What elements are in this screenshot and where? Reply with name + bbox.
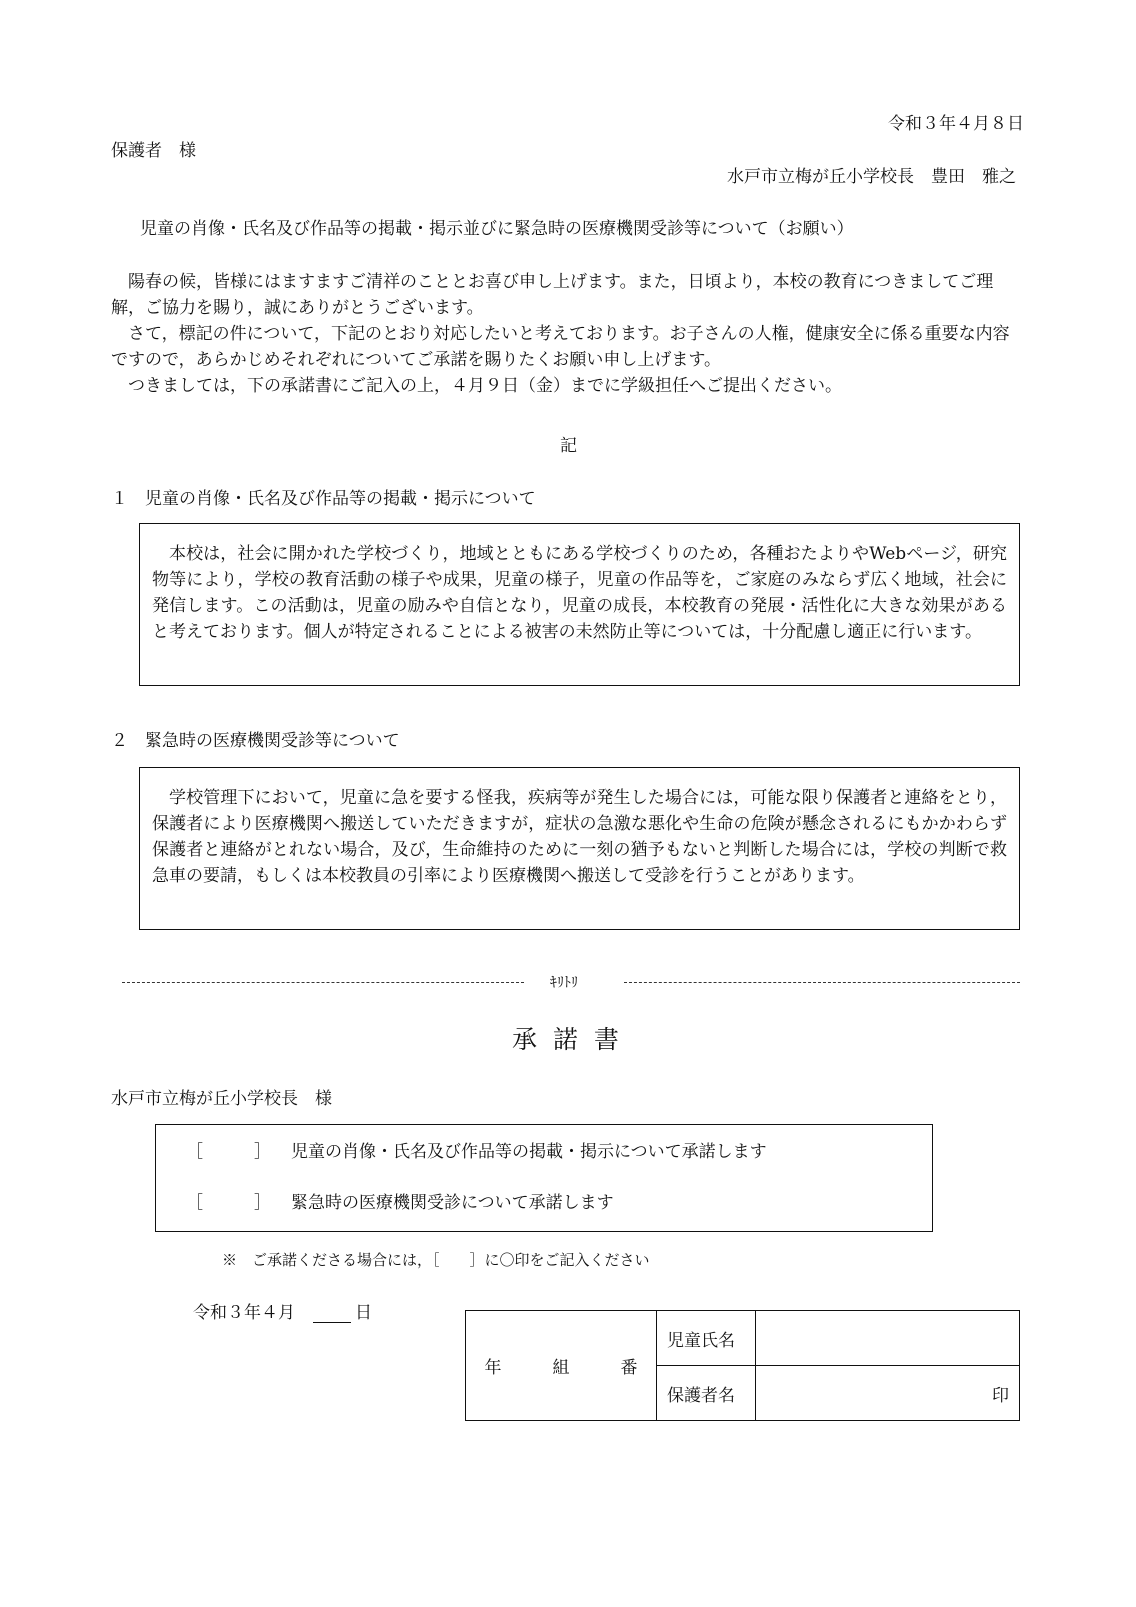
signature-table <box>465 1310 1020 1421</box>
document-date: 令和３年４月８日 <box>888 114 1024 134</box>
child-name-field[interactable] <box>756 1311 1020 1366</box>
greeting-paragraph-3: つきましては，下の承諾書にご記入の上，４月９日（金）までに学級担任へご提出ください。 <box>128 376 842 396</box>
section1-heading: １ 児童の肖像・氏名及び作品等の掲載・掲示について <box>111 489 536 509</box>
section1-body: 本校は，社会に開かれた学校づくり，地域とともにある学校づくりのため，各種おたよりやWebページ，研究物等により，学校の教育活動の様子や成果，児童の様子，児童の作品等を，ご家庭のみならず広く地域，社会に発信します。この活動は，児童の励みや自信となり，児童の成長，本校教育の発展・活性化に大きな効果があると考えております。個人が特定されることによる被害の未然防止等については，十分配慮し適正に行います。 <box>152 544 1007 642</box>
consent-options-box <box>155 1124 933 1232</box>
section2-body: 学校管理下において，児童に急を要する怪我，疾病等が発生した場合には，可能な限り保護者と連絡をとり，保護者により医療機関へ搬送していただきますが，症状の急激な悪化や生命の危険が懸念されるにもかかわらず保護者と連絡がとれない場合，及び，生命維持のために一刻の猶予もないと判断した場合には，学校の判断で救急車の要請，もしくは本校教員の引率により医療機関へ搬送して受診を行うことがあります。 <box>152 788 1007 886</box>
section2-heading: ２ 緊急時の医療機関受診等について <box>111 731 400 751</box>
form-date-suffix: 日 <box>355 1303 372 1323</box>
greeting-paragraph-2: さて，標記の件について，下記のとおり対応したいと考えております。お子さんの人権，健康安全に係る重要な内容ですので，あらかじめそれぞれについてご承諾を賜りたくお願い申し上げます。 <box>111 324 1010 370</box>
section2-box <box>139 767 1020 930</box>
guardian-name-label-cell <box>657 1366 756 1421</box>
option1-text: 児童の肖像・氏名及び作品等の掲載・掲示について承諾します <box>291 1142 767 1162</box>
form-addressee: 水戸市立梅が丘小学校長 様 <box>111 1089 332 1109</box>
class-number-field[interactable] <box>466 1311 657 1421</box>
cut-line-label: ｷﾘﾄﾘ <box>550 975 578 991</box>
child-name-label: 児童氏名 <box>667 1330 735 1351</box>
child-name-label-cell <box>657 1311 756 1366</box>
option1-bracket[interactable]: ［ ］ <box>186 1142 271 1162</box>
option2-text: 緊急時の医療機関受診について承諾します <box>291 1193 614 1213</box>
class-number-label: 年 組 番 <box>484 1358 638 1378</box>
ki-label: 記 <box>560 436 577 456</box>
subject-title: 児童の肖像・氏名及び作品等の掲載・掲示並びに緊急時の医療機関受診等について（お願い） <box>140 219 854 239</box>
form-date-prefix: 令和３年４月 <box>193 1303 295 1323</box>
cut-line-right <box>624 982 1020 983</box>
form-date-day-field[interactable] <box>313 1322 351 1323</box>
option2-bracket[interactable]: ［ ］ <box>186 1193 271 1213</box>
addressee: 保護者 様 <box>111 141 196 161</box>
sender: 水戸市立梅が丘小学校長 豊田 雅之 <box>727 167 1016 187</box>
seal-mark: 印 <box>992 1385 1009 1406</box>
section1-box <box>139 523 1020 686</box>
guardian-name-field[interactable] <box>756 1366 1020 1421</box>
guardian-name-label: 保護者名 <box>667 1385 735 1406</box>
greeting-paragraph-1: 陽春の候，皆様にはますますご清祥のこととお喜び申し上げます。また，日頃より，本校の教育につきましてご理解，ご協力を賜り，誠にありがとうございます。 <box>111 272 994 318</box>
form-note: ※ ご承諾くださる場合には，［ ］に〇印をご記入ください <box>222 1251 650 1269</box>
cut-line-left <box>122 982 524 983</box>
consent-form-title: 承 諾 書 <box>512 1025 623 1054</box>
